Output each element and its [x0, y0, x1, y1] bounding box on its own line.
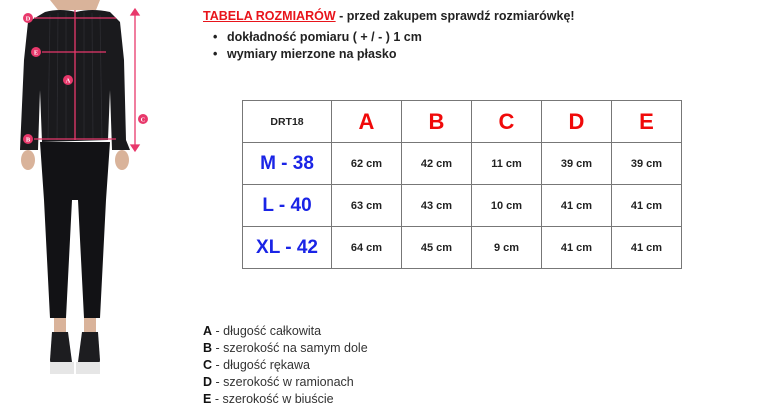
- legend-text: - szerokość w ramionach: [212, 375, 354, 389]
- legend-item-d: [203, 374, 368, 391]
- table-cell: 41 cm: [612, 227, 682, 269]
- legend-item-c: [203, 357, 368, 374]
- legend-item-b: [203, 340, 368, 357]
- marker-e: E: [33, 49, 39, 57]
- column-header-a: A: [332, 101, 402, 143]
- size-table: [242, 100, 682, 269]
- marker-a: A: [65, 77, 71, 85]
- legend-text: - szerokość w biuście: [211, 392, 334, 406]
- table-cell: 43 cm: [402, 185, 472, 227]
- note-accuracy: • dokładność pomiaru ( + / - ) 1 cm: [213, 29, 422, 46]
- table-cell: 41 cm: [612, 185, 682, 227]
- marker-d: D: [25, 15, 31, 23]
- size-label: XL - 42: [243, 227, 332, 269]
- model-figure: [0, 0, 165, 420]
- table-cell: 45 cm: [402, 227, 472, 269]
- size-chart-subtitle: - przed zakupem sprawdź rozmiarówkę!: [335, 9, 575, 23]
- legend-key: E: [203, 392, 212, 406]
- table-cell: 11 cm: [472, 143, 542, 185]
- marker-b: B: [25, 136, 31, 144]
- legend-text: - szerokość na samym dole: [212, 341, 368, 355]
- legend-item-a: [203, 323, 368, 340]
- legend-text: - długość rękawa: [212, 358, 310, 372]
- size-label: L - 40: [243, 185, 332, 227]
- size-chart-header: [203, 9, 575, 23]
- legend-text: - długość całkowita: [212, 324, 322, 338]
- legend-key: A: [203, 324, 213, 338]
- table-cell: 10 cm: [472, 185, 542, 227]
- notes-list: [213, 29, 422, 63]
- column-header-d: D: [542, 101, 612, 143]
- size-chart-title: TABELA ROZMIARÓW: [203, 9, 336, 23]
- table-cell: 39 cm: [612, 143, 682, 185]
- table-cell: 39 cm: [542, 143, 612, 185]
- table-cell: 41 cm: [542, 227, 612, 269]
- column-header-c: C: [472, 101, 542, 143]
- table-row: [243, 143, 682, 185]
- column-header-b: B: [402, 101, 472, 143]
- size-label: M - 38: [243, 143, 332, 185]
- column-header-e: E: [612, 101, 682, 143]
- legend-item-e: [203, 391, 368, 408]
- product-code: DRT18: [243, 101, 332, 143]
- legend-key: C: [203, 358, 213, 372]
- table-header-row: [243, 101, 682, 143]
- legend-key: B: [203, 341, 213, 355]
- table-row: [243, 227, 682, 269]
- table-cell: 64 cm: [332, 227, 402, 269]
- table-cell: 63 cm: [332, 185, 402, 227]
- note-flat-measure: • wymiary mierzone na płasko: [213, 46, 422, 63]
- legend-key: D: [203, 375, 213, 389]
- table-cell: 41 cm: [542, 185, 612, 227]
- measurement-legend: [203, 323, 368, 408]
- table-cell: 9 cm: [472, 227, 542, 269]
- model-illustration: [0, 0, 165, 420]
- table-cell: 62 cm: [332, 143, 402, 185]
- marker-c: C: [140, 116, 146, 124]
- table-row: [243, 185, 682, 227]
- table-cell: 42 cm: [402, 143, 472, 185]
